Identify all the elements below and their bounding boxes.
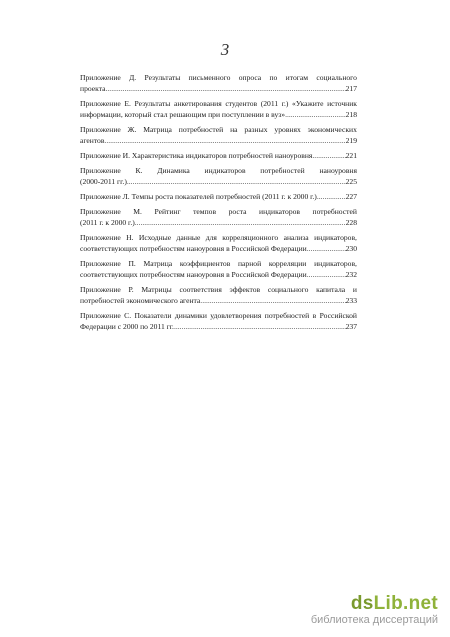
toc-word: для xyxy=(205,233,217,242)
page-number: 3 xyxy=(220,40,230,59)
toc-entry-last-line xyxy=(80,83,357,94)
toc-word: Приложение xyxy=(80,125,121,134)
toc-word: по xyxy=(269,73,278,82)
toc-word: Приложение xyxy=(80,73,121,82)
toc-word: социального xyxy=(316,73,357,82)
toc-word: удовлетворения xyxy=(210,311,262,320)
toc-word: Исходные xyxy=(138,233,172,242)
toc-word: Результаты xyxy=(144,73,181,82)
toc-word: студентов xyxy=(225,99,258,108)
toc-word: (2011 xyxy=(260,99,279,108)
toc-word: индикаторов, xyxy=(314,233,357,242)
toc-word: Н. xyxy=(126,233,134,242)
toc-leader-dots xyxy=(135,217,346,228)
toc-entry-last-line xyxy=(80,217,357,228)
toc-word: на xyxy=(230,125,238,134)
toc-word: опроса xyxy=(238,73,262,82)
toc-entry-text: соответствующих потребностям наноуровня в Российской Федерации xyxy=(80,270,307,279)
watermark-logo-ds: ds xyxy=(350,593,374,614)
toc-word: корреляции xyxy=(268,259,307,268)
toc-word: Ж. xyxy=(127,125,137,134)
toc-word: Матрица xyxy=(143,125,172,134)
toc-word: Приложение xyxy=(80,99,121,108)
toc-word: динамики xyxy=(174,311,207,320)
watermark-logo-net: .net xyxy=(403,593,438,614)
toc-entry-line xyxy=(80,206,357,217)
toc-leader-dots xyxy=(285,109,346,120)
toc-page-number: 227 xyxy=(345,192,357,201)
toc-word: наноуровня xyxy=(319,166,357,175)
toc-entry-line xyxy=(80,258,357,269)
toc-entry-last-line xyxy=(80,135,357,146)
toc-word: итогам xyxy=(285,73,309,82)
toc-entry xyxy=(80,98,357,120)
toc-word: и xyxy=(352,285,357,294)
toc-word: Приложение xyxy=(80,233,121,242)
toc-entry-line xyxy=(80,165,357,176)
toc-entry-line xyxy=(80,284,357,295)
toc-word: г.) xyxy=(281,99,289,108)
toc-entry-text: информации, который стал решающим при поступлении в вуз» xyxy=(80,110,286,119)
toc-entry-text: проекта xyxy=(80,84,106,93)
toc-page-number: 225 xyxy=(345,177,357,186)
toc-word: Рейтинг xyxy=(154,207,181,216)
toc-word: потребностей xyxy=(264,311,310,320)
toc-entry xyxy=(80,165,357,187)
toc-word: капитала xyxy=(316,285,346,294)
toc-entry-line xyxy=(80,98,357,109)
toc-entry xyxy=(80,258,357,280)
toc-entry-last-line xyxy=(80,150,357,161)
toc-page-number: 217 xyxy=(345,84,357,93)
toc-entry-line xyxy=(80,124,357,135)
toc-leader-dots xyxy=(307,269,346,280)
toc-word: Приложение xyxy=(80,207,121,216)
toc-word: анкетирования xyxy=(173,99,222,108)
toc-entry-last-line xyxy=(80,269,357,280)
toc-entry-last-line xyxy=(80,321,357,332)
toc-word: Приложение xyxy=(80,166,121,175)
toc-entry-line xyxy=(80,310,357,321)
toc-entry xyxy=(80,124,357,146)
toc-entry-text: потребностей экономического агента xyxy=(80,296,201,305)
toc-word: К. xyxy=(135,166,143,175)
watermark-logo xyxy=(311,594,438,614)
toc-leader-dots xyxy=(104,135,345,146)
toc-word: Приложение xyxy=(80,259,121,268)
toc-word: потребностей xyxy=(260,166,305,175)
toc-page-number: 232 xyxy=(345,270,357,279)
toc-page-number: 237 xyxy=(345,322,357,331)
toc-word: письменного xyxy=(188,73,231,82)
toc-page-number: 233 xyxy=(345,296,357,305)
toc-word: индикаторов xyxy=(204,166,246,175)
toc-word: в xyxy=(312,311,317,320)
toc-leader-dots xyxy=(174,321,346,332)
toc-word: корреляционного xyxy=(222,233,279,242)
toc-leader-dots xyxy=(106,83,346,94)
toc-word: анализа xyxy=(283,233,309,242)
toc-leader-dots xyxy=(307,243,346,254)
toc-word: данные xyxy=(176,233,201,242)
toc-word: Приложение xyxy=(80,285,121,294)
toc-entry-text: (2011 г. к 2000 г.) xyxy=(80,218,135,227)
toc-page-number: 219 xyxy=(345,136,357,145)
toc-entry-text: агентов xyxy=(80,136,105,145)
toc-entry xyxy=(80,206,357,228)
toc-word: Матрица xyxy=(143,259,173,268)
toc-word: потребностей xyxy=(178,125,224,134)
watermark xyxy=(311,594,438,627)
toc-word: «Укажите xyxy=(292,99,324,108)
toc-entry-text: Приложение Л. Темпы роста показателей потребностей (2011 г. к 2000 г.) xyxy=(80,192,317,201)
toc-word: Е. xyxy=(124,99,131,108)
toc-word: Матрицы xyxy=(141,285,172,294)
toc-entry-text: Приложение И. Характеристика индикаторов потребностей наноуровня xyxy=(80,151,313,160)
toc-entry-line xyxy=(80,232,357,243)
toc-leader-dots xyxy=(317,191,346,202)
toc-entry xyxy=(80,284,357,306)
toc-leader-dots xyxy=(312,150,345,161)
toc-word: источник xyxy=(327,99,357,108)
toc-word: эффектов xyxy=(229,285,261,294)
table-of-contents xyxy=(80,72,357,336)
toc-entry-text: соответствующих потребностям наноуровня в Российской Федерации xyxy=(80,244,307,253)
toc-entry-text: (2000-2011 гг.) xyxy=(80,177,127,186)
toc-entry-last-line xyxy=(80,176,357,187)
toc-word: уровнях xyxy=(274,125,301,134)
toc-word: социального xyxy=(267,285,309,294)
toc-page-number: 230 xyxy=(345,244,357,253)
toc-word: экономических xyxy=(307,125,357,134)
toc-word: С. xyxy=(124,311,132,320)
toc-word: Российской xyxy=(319,311,357,320)
toc-entry xyxy=(80,150,357,161)
toc-page-number: 221 xyxy=(345,151,357,160)
toc-word: М. xyxy=(133,207,142,216)
toc-word: парной xyxy=(237,259,262,268)
toc-word: Р. xyxy=(128,285,134,294)
toc-word: разных xyxy=(244,125,268,134)
toc-word: П. xyxy=(128,259,136,268)
toc-word: индикаторов, xyxy=(314,259,357,268)
toc-leader-dots xyxy=(200,295,345,306)
toc-entry xyxy=(80,232,357,254)
toc-entry-last-line xyxy=(80,191,357,202)
toc-word: Результаты xyxy=(134,99,171,108)
toc-leader-dots xyxy=(127,176,346,187)
toc-word: соответствия xyxy=(179,285,222,294)
toc-word: Динамика xyxy=(157,166,190,175)
toc-page-number: 228 xyxy=(345,218,357,227)
toc-entry-text: Федерации с 2000 по 2011 гг. xyxy=(80,322,174,331)
toc-word: Показатели xyxy=(134,311,172,320)
watermark-subtitle: библиотека диссертаций xyxy=(310,614,438,626)
toc-word: темпов xyxy=(193,207,217,216)
toc-word: Д. xyxy=(129,73,137,82)
toc-word: роста xyxy=(228,207,247,216)
toc-page-number: 218 xyxy=(345,110,357,119)
toc-entry-last-line xyxy=(80,295,357,306)
toc-entry xyxy=(80,310,357,332)
toc-word: Приложение xyxy=(80,311,121,320)
watermark-logo-lib: Lib xyxy=(373,593,404,614)
toc-entry-last-line xyxy=(80,109,357,120)
toc-entry-line xyxy=(80,72,357,83)
toc-entry xyxy=(80,191,357,202)
toc-word: коэффициентов xyxy=(179,259,231,268)
toc-word: индикаторов xyxy=(259,207,301,216)
toc-word: потребностей xyxy=(312,207,357,216)
toc-entry xyxy=(80,72,357,94)
toc-entry-last-line xyxy=(80,243,357,254)
